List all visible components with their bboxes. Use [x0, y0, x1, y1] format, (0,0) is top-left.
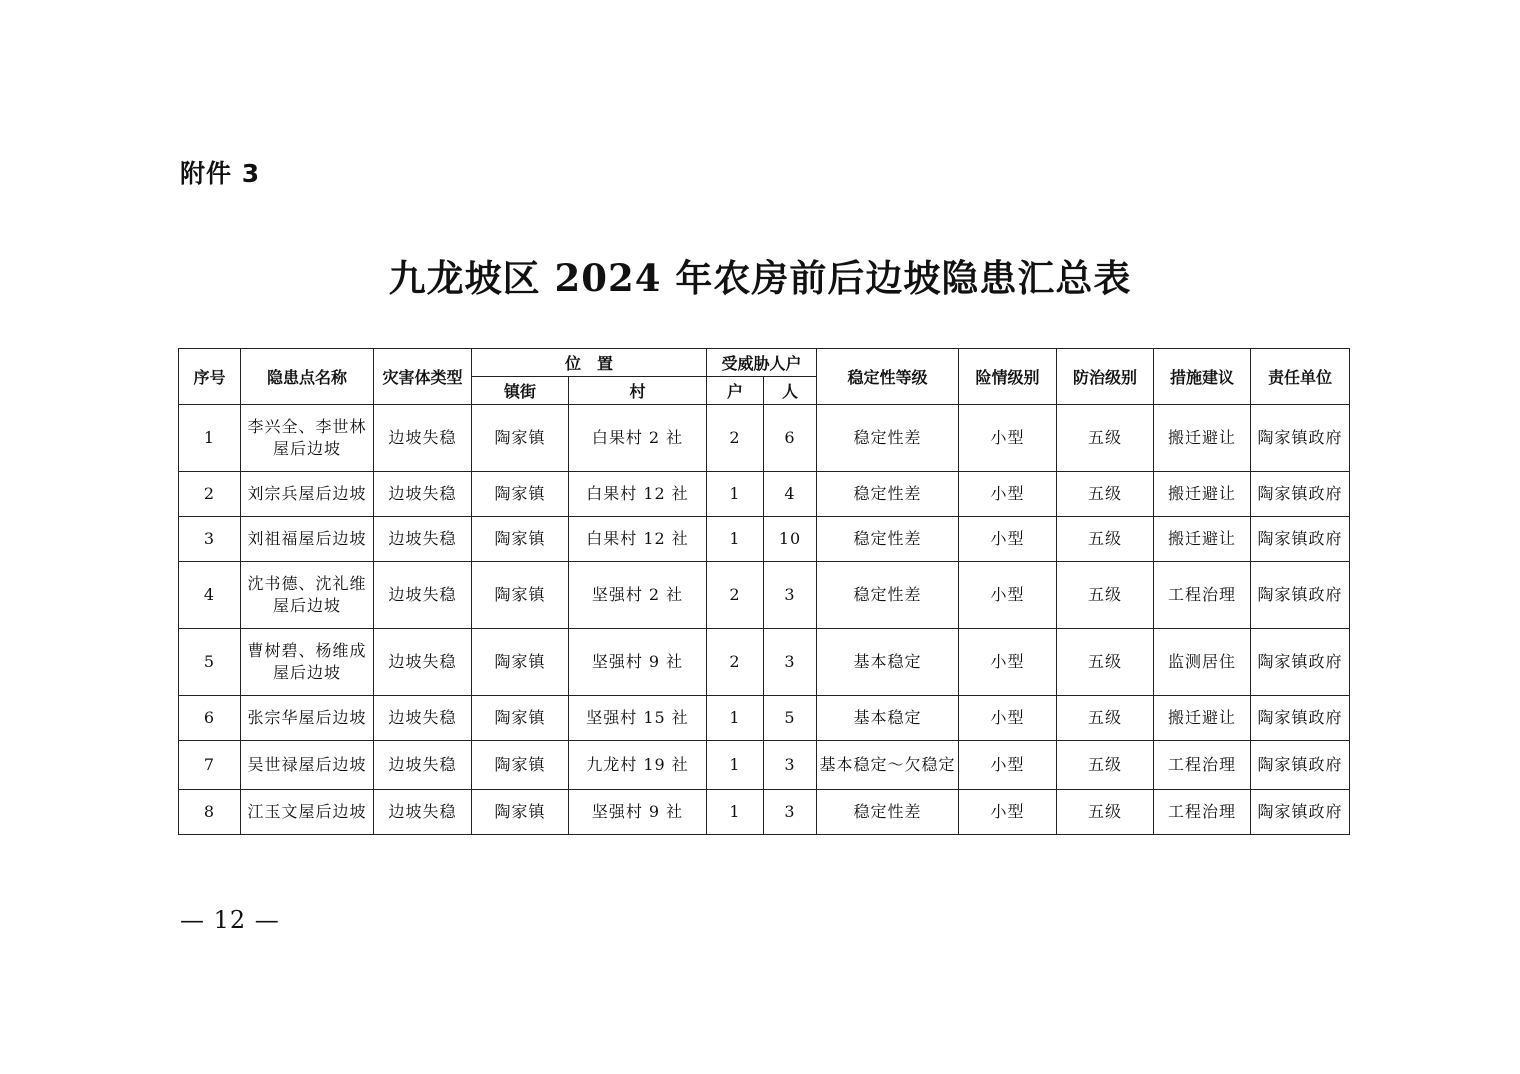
cell-name: 李兴全、李世林屋后边坡	[241, 405, 374, 472]
cell-name: 刘宗兵屋后边坡	[241, 472, 374, 517]
cell-unit: 陶家镇政府	[1251, 562, 1350, 629]
table-row	[179, 741, 1350, 790]
cell-people: 5	[764, 696, 817, 741]
cell-seq: 5	[179, 629, 241, 696]
cell-stability: 稳定性差	[817, 562, 959, 629]
cell-households: 1	[707, 472, 764, 517]
cell-village: 白果村 12 社	[569, 517, 707, 562]
header-location: 位 置	[472, 349, 707, 377]
table-row	[179, 629, 1350, 696]
cell-town: 陶家镇	[472, 741, 569, 790]
table-row	[179, 472, 1350, 517]
cell-danger: 小型	[959, 472, 1057, 517]
cell-measure: 工程治理	[1154, 741, 1251, 790]
cell-measure: 工程治理	[1154, 790, 1251, 835]
cell-type: 边坡失稳	[374, 562, 472, 629]
cell-danger: 小型	[959, 562, 1057, 629]
cell-village: 白果村 12 社	[569, 472, 707, 517]
cell-unit: 陶家镇政府	[1251, 472, 1350, 517]
cell-danger: 小型	[959, 696, 1057, 741]
cell-households: 1	[707, 696, 764, 741]
cell-village: 坚强村 15 社	[569, 696, 707, 741]
header-households: 户	[707, 377, 764, 405]
cell-measure: 搬迁避让	[1154, 696, 1251, 741]
header-measure: 措施建议	[1154, 349, 1251, 405]
cell-town: 陶家镇	[472, 629, 569, 696]
page-number: — 12 —	[180, 906, 280, 934]
header-seq: 序号	[179, 349, 241, 405]
cell-type: 边坡失稳	[374, 629, 472, 696]
cell-measure: 搬迁避让	[1154, 517, 1251, 562]
cell-households: 2	[707, 629, 764, 696]
cell-seq: 4	[179, 562, 241, 629]
cell-seq: 8	[179, 790, 241, 835]
cell-stability: 基本稳定	[817, 629, 959, 696]
cell-seq: 1	[179, 405, 241, 472]
cell-type: 边坡失稳	[374, 790, 472, 835]
cell-name: 吴世禄屋后边坡	[241, 741, 374, 790]
document-title: 九龙坡区 2024 年农房前后边坡隐患汇总表	[388, 256, 1132, 300]
cell-prevention: 五级	[1057, 517, 1154, 562]
cell-village: 坚强村 9 社	[569, 629, 707, 696]
header-unit: 责任单位	[1251, 349, 1350, 405]
cell-stability: 基本稳定	[817, 696, 959, 741]
header-name: 隐患点名称	[241, 349, 374, 405]
cell-name: 沈书德、沈礼维屋后边坡	[241, 562, 374, 629]
cell-type: 边坡失稳	[374, 696, 472, 741]
cell-prevention: 五级	[1057, 741, 1154, 790]
cell-village: 九龙村 19 社	[569, 741, 707, 790]
cell-seq: 6	[179, 696, 241, 741]
header-people: 人	[764, 377, 817, 405]
cell-unit: 陶家镇政府	[1251, 629, 1350, 696]
cell-stability: 稳定性差	[817, 517, 959, 562]
cell-unit: 陶家镇政府	[1251, 790, 1350, 835]
cell-seq: 3	[179, 517, 241, 562]
cell-type: 边坡失稳	[374, 741, 472, 790]
cell-stability: 稳定性差	[817, 790, 959, 835]
cell-danger: 小型	[959, 629, 1057, 696]
header-prevention: 防治级别	[1057, 349, 1154, 405]
cell-stability: 基本稳定～欠稳定	[817, 741, 959, 790]
cell-danger: 小型	[959, 790, 1057, 835]
cell-seq: 7	[179, 741, 241, 790]
cell-prevention: 五级	[1057, 472, 1154, 517]
table-row	[179, 562, 1350, 629]
cell-town: 陶家镇	[472, 562, 569, 629]
cell-households: 2	[707, 405, 764, 472]
cell-unit: 陶家镇政府	[1251, 741, 1350, 790]
cell-prevention: 五级	[1057, 790, 1154, 835]
cell-seq: 2	[179, 472, 241, 517]
table-row	[179, 790, 1350, 835]
cell-prevention: 五级	[1057, 696, 1154, 741]
cell-unit: 陶家镇政府	[1251, 517, 1350, 562]
cell-town: 陶家镇	[472, 790, 569, 835]
cell-prevention: 五级	[1057, 629, 1154, 696]
cell-danger: 小型	[959, 405, 1057, 472]
cell-households: 1	[707, 790, 764, 835]
cell-people: 3	[764, 790, 817, 835]
cell-name: 曹树碧、杨维成屋后边坡	[241, 629, 374, 696]
header-village: 村	[569, 377, 707, 405]
cell-stability: 稳定性差	[817, 405, 959, 472]
cell-people: 10	[764, 517, 817, 562]
header-threatened: 受威胁人户	[707, 349, 817, 377]
cell-town: 陶家镇	[472, 696, 569, 741]
cell-name: 江玉文屋后边坡	[241, 790, 374, 835]
cell-households: 1	[707, 741, 764, 790]
header-town: 镇街	[472, 377, 569, 405]
hazard-summary-table	[178, 348, 1350, 835]
cell-households: 2	[707, 562, 764, 629]
cell-village: 白果村 2 社	[569, 405, 707, 472]
cell-people: 3	[764, 562, 817, 629]
cell-people: 6	[764, 405, 817, 472]
cell-unit: 陶家镇政府	[1251, 696, 1350, 741]
cell-name: 刘祖福屋后边坡	[241, 517, 374, 562]
cell-type: 边坡失稳	[374, 405, 472, 472]
cell-measure: 工程治理	[1154, 562, 1251, 629]
cell-stability: 稳定性差	[817, 472, 959, 517]
table-row	[179, 517, 1350, 562]
cell-town: 陶家镇	[472, 472, 569, 517]
cell-prevention: 五级	[1057, 562, 1154, 629]
cell-people: 3	[764, 741, 817, 790]
cell-people: 3	[764, 629, 817, 696]
cell-danger: 小型	[959, 517, 1057, 562]
cell-measure: 搬迁避让	[1154, 405, 1251, 472]
header-danger: 险情级别	[959, 349, 1057, 405]
cell-village: 坚强村 2 社	[569, 562, 707, 629]
cell-measure: 搬迁避让	[1154, 472, 1251, 517]
table-row	[179, 405, 1350, 472]
table-row	[179, 696, 1350, 741]
cell-danger: 小型	[959, 741, 1057, 790]
cell-measure: 监测居住	[1154, 629, 1251, 696]
cell-people: 4	[764, 472, 817, 517]
cell-town: 陶家镇	[472, 517, 569, 562]
cell-unit: 陶家镇政府	[1251, 405, 1350, 472]
cell-town: 陶家镇	[472, 405, 569, 472]
cell-type: 边坡失稳	[374, 472, 472, 517]
header-stability: 稳定性等级	[817, 349, 959, 405]
attachment-label: 附件 3	[180, 159, 261, 188]
cell-name: 张宗华屋后边坡	[241, 696, 374, 741]
cell-households: 1	[707, 517, 764, 562]
cell-type: 边坡失稳	[374, 517, 472, 562]
header-type: 灾害体类型	[374, 349, 472, 405]
cell-village: 坚强村 9 社	[569, 790, 707, 835]
cell-prevention: 五级	[1057, 405, 1154, 472]
